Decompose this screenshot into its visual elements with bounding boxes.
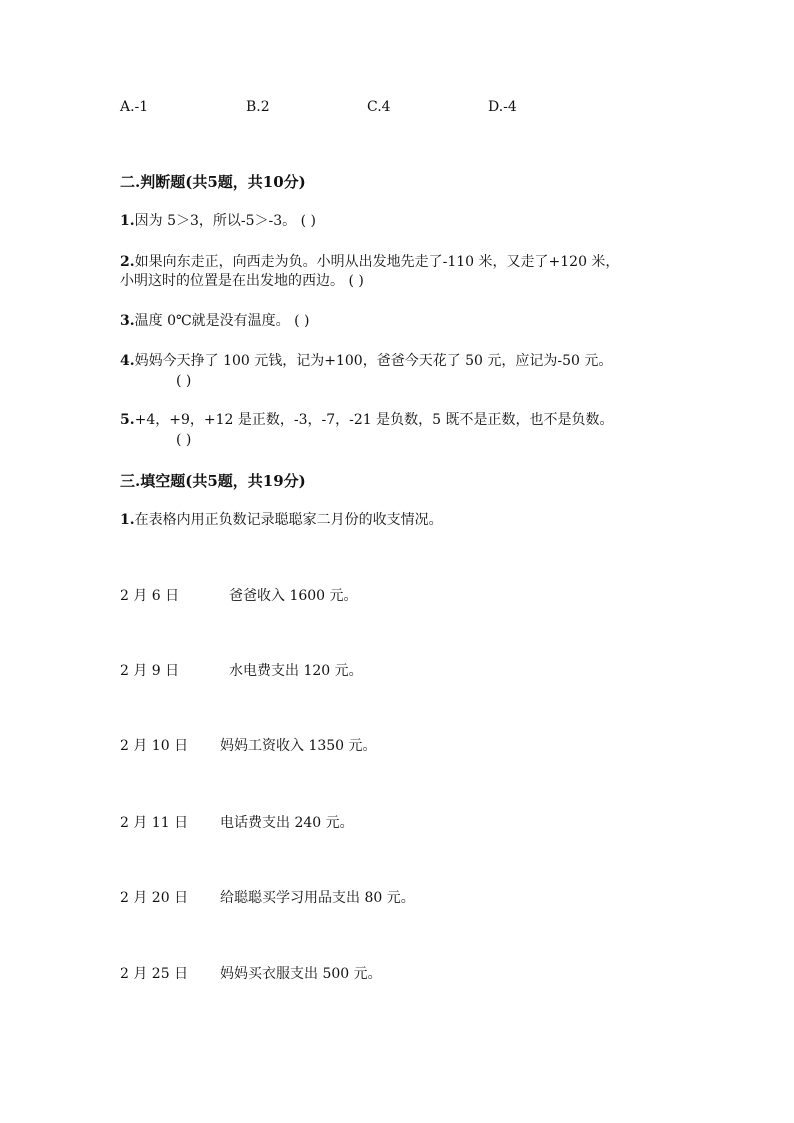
question-number: 1. [120,512,135,528]
option-a: A.-1 [120,99,149,115]
record-date: 2 月 25 日 [120,966,189,982]
option-c: C.4 [367,99,391,115]
question-text: 因为 5＞3，所以-5＞-3。 ( ) [134,213,316,229]
question-text: 温度 0℃就是没有温度。 ( ) [134,313,310,329]
section2-title: 二.判断题(共5题，共10分) [120,173,306,191]
question-number: 2. [120,254,135,270]
tf-question-2 [120,253,619,271]
record-date: 2 月 10 日 [120,738,189,754]
tf-question-5-answer: ( ) [176,432,192,448]
section3-title: 三.填空题(共5题，共19分) [120,472,306,490]
question-text: 在表格内用正负数记录聪聪家二月份的收支情况。 [134,512,443,528]
tf-question-2-line2: 小明这时的位置是在出发地的西边。 ( ) [120,273,364,289]
tf-question-1 [120,212,316,230]
question-number: 1. [120,213,135,229]
record-desc: 电话费支出 240 元。 [220,815,354,831]
question-number: 3. [120,313,135,329]
question-number: 4. [120,353,135,369]
record-date: 2 月 9 日 [120,663,180,679]
question-text: +4，+9，+12 是正数，-3，-7，-21 是负数，5 既不是正数，也不是负数。 [134,412,614,428]
option-b: B.2 [246,99,270,115]
option-d: D.-4 [488,99,517,115]
question-text: 妈妈今天挣了 100 元钱，记为+100，爸爸今天花了 50 元，应记为-50 元。 [134,353,613,369]
tf-question-4-answer: ( ) [176,373,192,389]
fill-question-1 [120,511,443,529]
record-desc: 妈妈工资收入 1350 元。 [220,738,377,754]
record-desc: 给聪聪买学习用品支出 80 元。 [220,890,415,906]
record-date: 2 月 6 日 [120,588,180,604]
record-desc: 妈妈买衣服支出 500 元。 [220,966,382,982]
tf-question-3 [120,312,309,330]
tf-question-5 [120,411,614,429]
question-number: 5. [120,412,135,428]
tf-question-4 [120,352,612,370]
record-desc: 水电费支出 120 元。 [229,663,363,679]
record-desc: 爸爸收入 1600 元。 [229,588,358,604]
record-date: 2 月 11 日 [120,815,189,831]
question-text: 如果向东走正，向西走为负。小明从出发地先走了-110 米，又走了+120 米， [134,254,620,270]
record-date: 2 月 20 日 [120,890,189,906]
